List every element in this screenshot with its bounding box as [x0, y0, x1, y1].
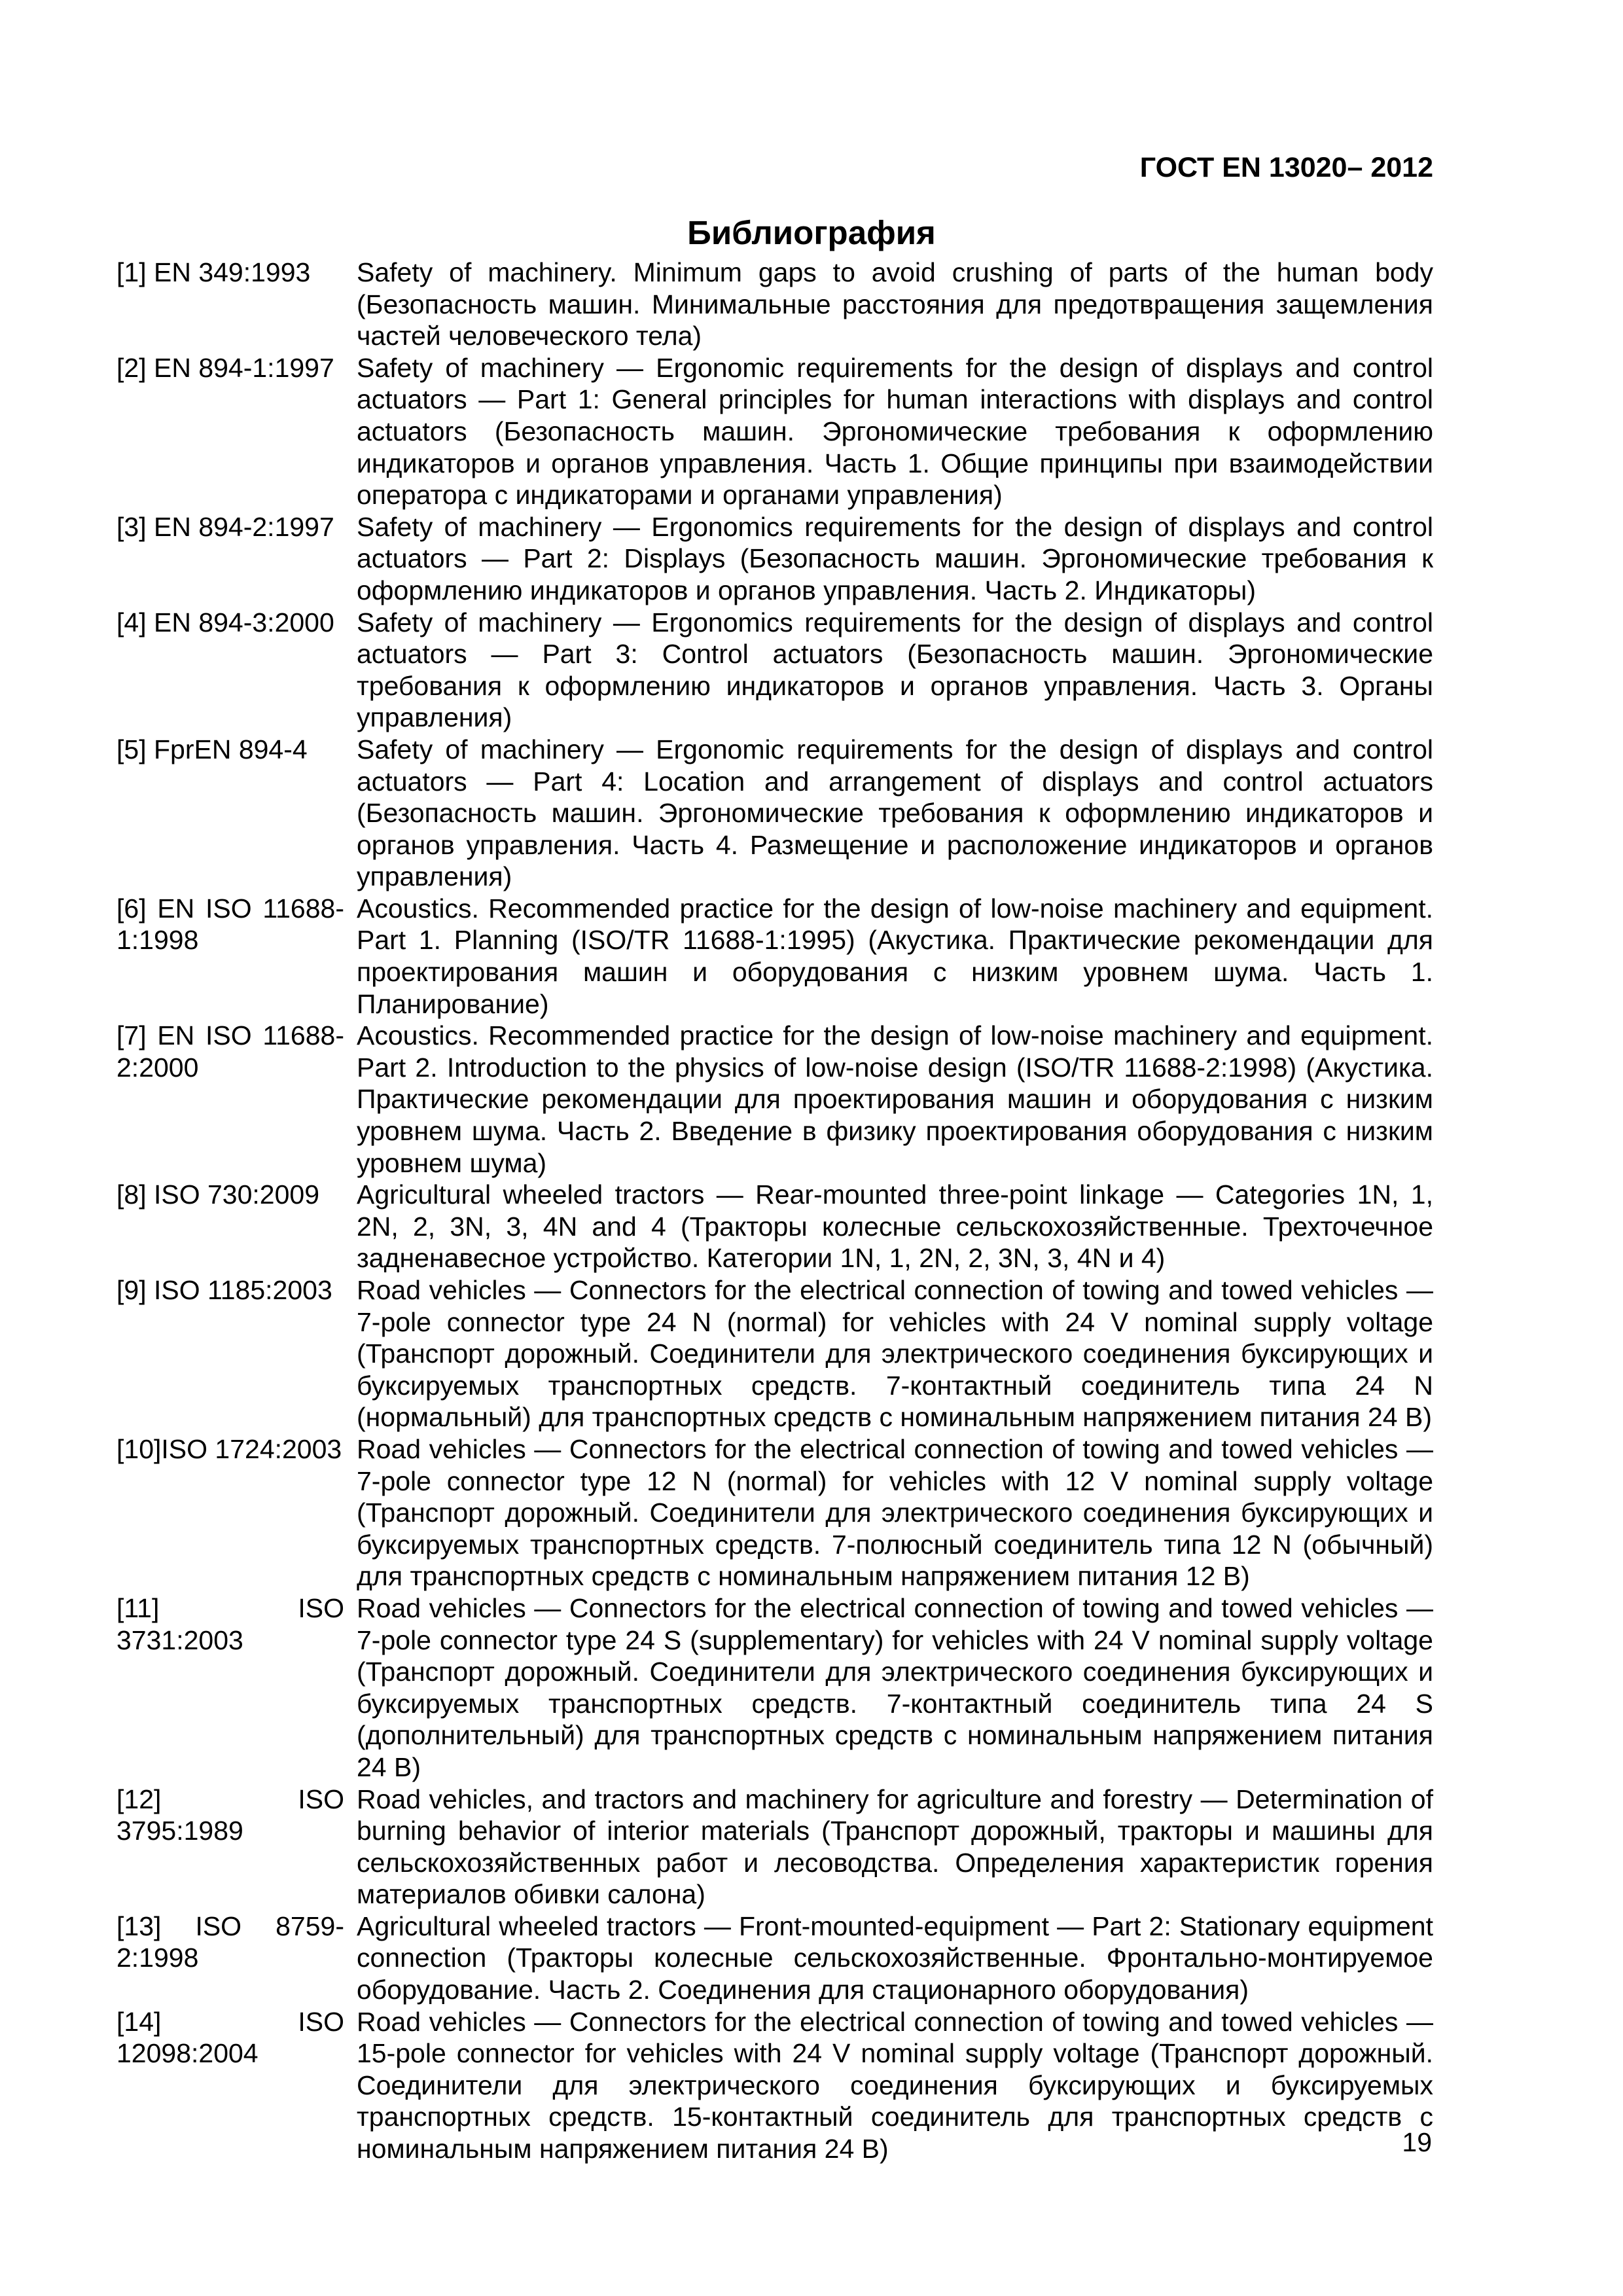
bibliography-title: Библиография — [687, 214, 936, 251]
bibliography-entry — [116, 1274, 1433, 1433]
bibliography-entry — [116, 511, 1433, 607]
bibliography-entry — [116, 893, 1433, 1020]
bibliography-list — [116, 257, 1433, 2165]
reference-id: [4] EN 894-3:2000 — [116, 607, 334, 637]
bibliography-entry — [116, 1784, 1433, 1910]
reference-description: Safety of machinery — Ergonomics requirements for the design of displays and control actuators — Part 2: Displays (Безопасность машин. Эргономические требования к оформлению индикаторов и органов управления. Часть 2. Индикаторы) — [357, 511, 1433, 605]
reference-id: [14] ISO 12098:2004 — [116, 2006, 344, 2069]
reference-description: Road vehicles — Connectors for the electrical connection of towing and towed vehicles — 7-pole connector type 24 S (supplementary) for vehicles with 24 V nominal supply voltage (Транспорт дорожный. Соединители для электрического соединения буксирующих и буксируемых транспортных средств. 7-контактный соединитель типа 24 S (дополнительный) для транспортных средств с номинальным напряжением питания 24 В) — [357, 1592, 1433, 1782]
reference-description: Road vehicles — Connectors for the electrical connection of towing and towed vehicles — 15-pole connector for vehicles with 24 V nominal supply voltage (Транспорт дорожный. Соединители для электрического соединения буксирующих и буксируемых транспортных средств. 15-контактный соединитель для транспортных средств с номинальным напряжением питания 24 В) — [357, 2006, 1433, 2164]
reference-id: [3] EN 894-2:1997 — [116, 511, 334, 542]
reference-description: Safety of machinery — Ergonomic requirements for the design of displays and control actuators — Part 4: Location and arrangement of displays and control actuators (Безопасность машин. Эргономические требования к оформлению индикаторов и органов управления. Часть 4. Размещение и расположение индикаторов и органов управления) — [357, 734, 1433, 892]
reference-id: [10]ISO 1724:2003 — [116, 1433, 342, 1464]
reference-description: Road vehicles, and tractors and machinery for agriculture and forestry — Determination of burning behavior of interior materials (Транспорт дорожный, тракторы и машины для сельскохозяйственных работ и лесоводства. Определения характеристик горения материалов обивки салона) — [357, 1784, 1433, 1910]
bibliography-entry — [116, 734, 1433, 893]
reference-description: Acoustics. Recommended practice for the design of low-noise machinery and equipment. Part 2. Introduction to the physics of low-noise design (ISO/TR 11688-2:1998) (Акустика. Практические рекомендации для проектирования машин и оборудования с низким уровнем шума. Часть 2. Введение в физику проектирования оборудования с низким уровнем шума) — [357, 1020, 1433, 1178]
reference-description: Safety of machinery — Ergonomics requirements for the design of displays and control actuators — Part 3: Control actuators (Безопасность машин. Эргономические требования к оформлению индикаторов и органов управления. Часть 3. Органы управления) — [357, 607, 1433, 733]
reference-id: [7] EN ISO 11688-2:2000 — [116, 1020, 344, 1083]
bibliography-entry — [116, 1020, 1433, 1179]
reference-id: [5] FprEN 894-4 — [116, 734, 308, 764]
bibliography-entry — [116, 257, 1433, 352]
reference-description: Safety of machinery — Ergonomic requirements for the design of displays and control actuators — Part 1: General principles for human interactions with displays and control actuators (Безопасность машин. Эргономические требования к оформлению индикаторов и органов управления. Часть 1. Общие принципы при взаимодействии оператора с индикаторами и органами управления) — [357, 352, 1433, 511]
reference-description: Agricultural wheeled tractors — Rear-mounted three-point linkage — Categories 1N, 1, 2N, 2, 3N, 3, 4N and 4 (Тракторы колесные сельскохозяйственные. Трехточечное задненавесное устройство. Категории 1N, 1, 2N, 2, 3N, 3, 4N и 4) — [357, 1179, 1433, 1274]
reference-id: [2] EN 894-1:1997 — [116, 352, 334, 383]
bibliography-entry — [116, 607, 1433, 734]
reference-id: [11] ISO 3731:2003 — [116, 1592, 344, 1655]
page-number: 19 — [1402, 2127, 1432, 2157]
reference-description: Road vehicles — Connectors for the electrical connection of towing and towed vehicles — 7-pole connector type 12 N (normal) for vehicles with 12 V nominal supply voltage (Транспорт дорожный. Соединители для электрического соединения буксирующих и буксируемых транспортных средств. 7-полюсный соединитель типа 12 N (обычный) для транспортных средств с номинальным напряжением питания 12 В) — [357, 1433, 1433, 1592]
bibliography-entry — [116, 1592, 1433, 1784]
reference-id: [6] EN ISO 11688-1:1998 — [116, 893, 344, 956]
bibliography-entry — [116, 1433, 1433, 1592]
reference-description: Acoustics. Recommended practice for the design of low-noise machinery and equipment. Part 1. Planning (ISO/TR 11688-1:1995) (Акустика. Практические рекомендации для проектирования машин и оборудования с низким уровнем шума. Часть 1. Планирование) — [357, 893, 1433, 1019]
reference-id: [8] ISO 730:2009 — [116, 1179, 320, 1210]
reference-id: [1] EN 349:1993 — [116, 257, 311, 287]
reference-description: Agricultural wheeled tractors — Front-mounted-equipment — Part 2: Stationary equipment connection (Тракторы колесные сельскохозяйственные. Фронтально-монтируемое оборудование. Часть 2. Соединения для стационарного оборудования) — [357, 1910, 1433, 2005]
reference-id: [12] ISO 3795:1989 — [116, 1784, 344, 1846]
bibliography-entry — [116, 352, 1433, 511]
reference-description: Safety of machinery. Minimum gaps to avoid crushing of parts of the human body (Безопасность машин. Минимальные расстояния для предотвращения защемления частей человеческого тела) — [357, 257, 1433, 351]
bibliography-entry — [116, 1179, 1433, 1274]
reference-id: [13] ISO 8759-2:1998 — [116, 1910, 344, 1973]
bibliography-entry — [116, 2006, 1433, 2165]
reference-id: [9] ISO 1185:2003 — [116, 1275, 332, 1305]
document-header: ГОСТ EN 13020– 2012 — [1139, 152, 1433, 183]
bibliography-entry — [116, 1910, 1433, 2006]
reference-description: Road vehicles — Connectors for the electrical connection of towing and towed vehicles — 7-pole connector type 24 N (normal) for vehicles with 24 V nominal supply voltage (Транспорт дорожный. Соединители для электрического соединения буксирующих и буксируемых транспортных средств. 7-контактный соединитель типа 24 N (нормальный) для транспортных средств с номинальным напряжением питания 24 В) — [357, 1275, 1433, 1433]
